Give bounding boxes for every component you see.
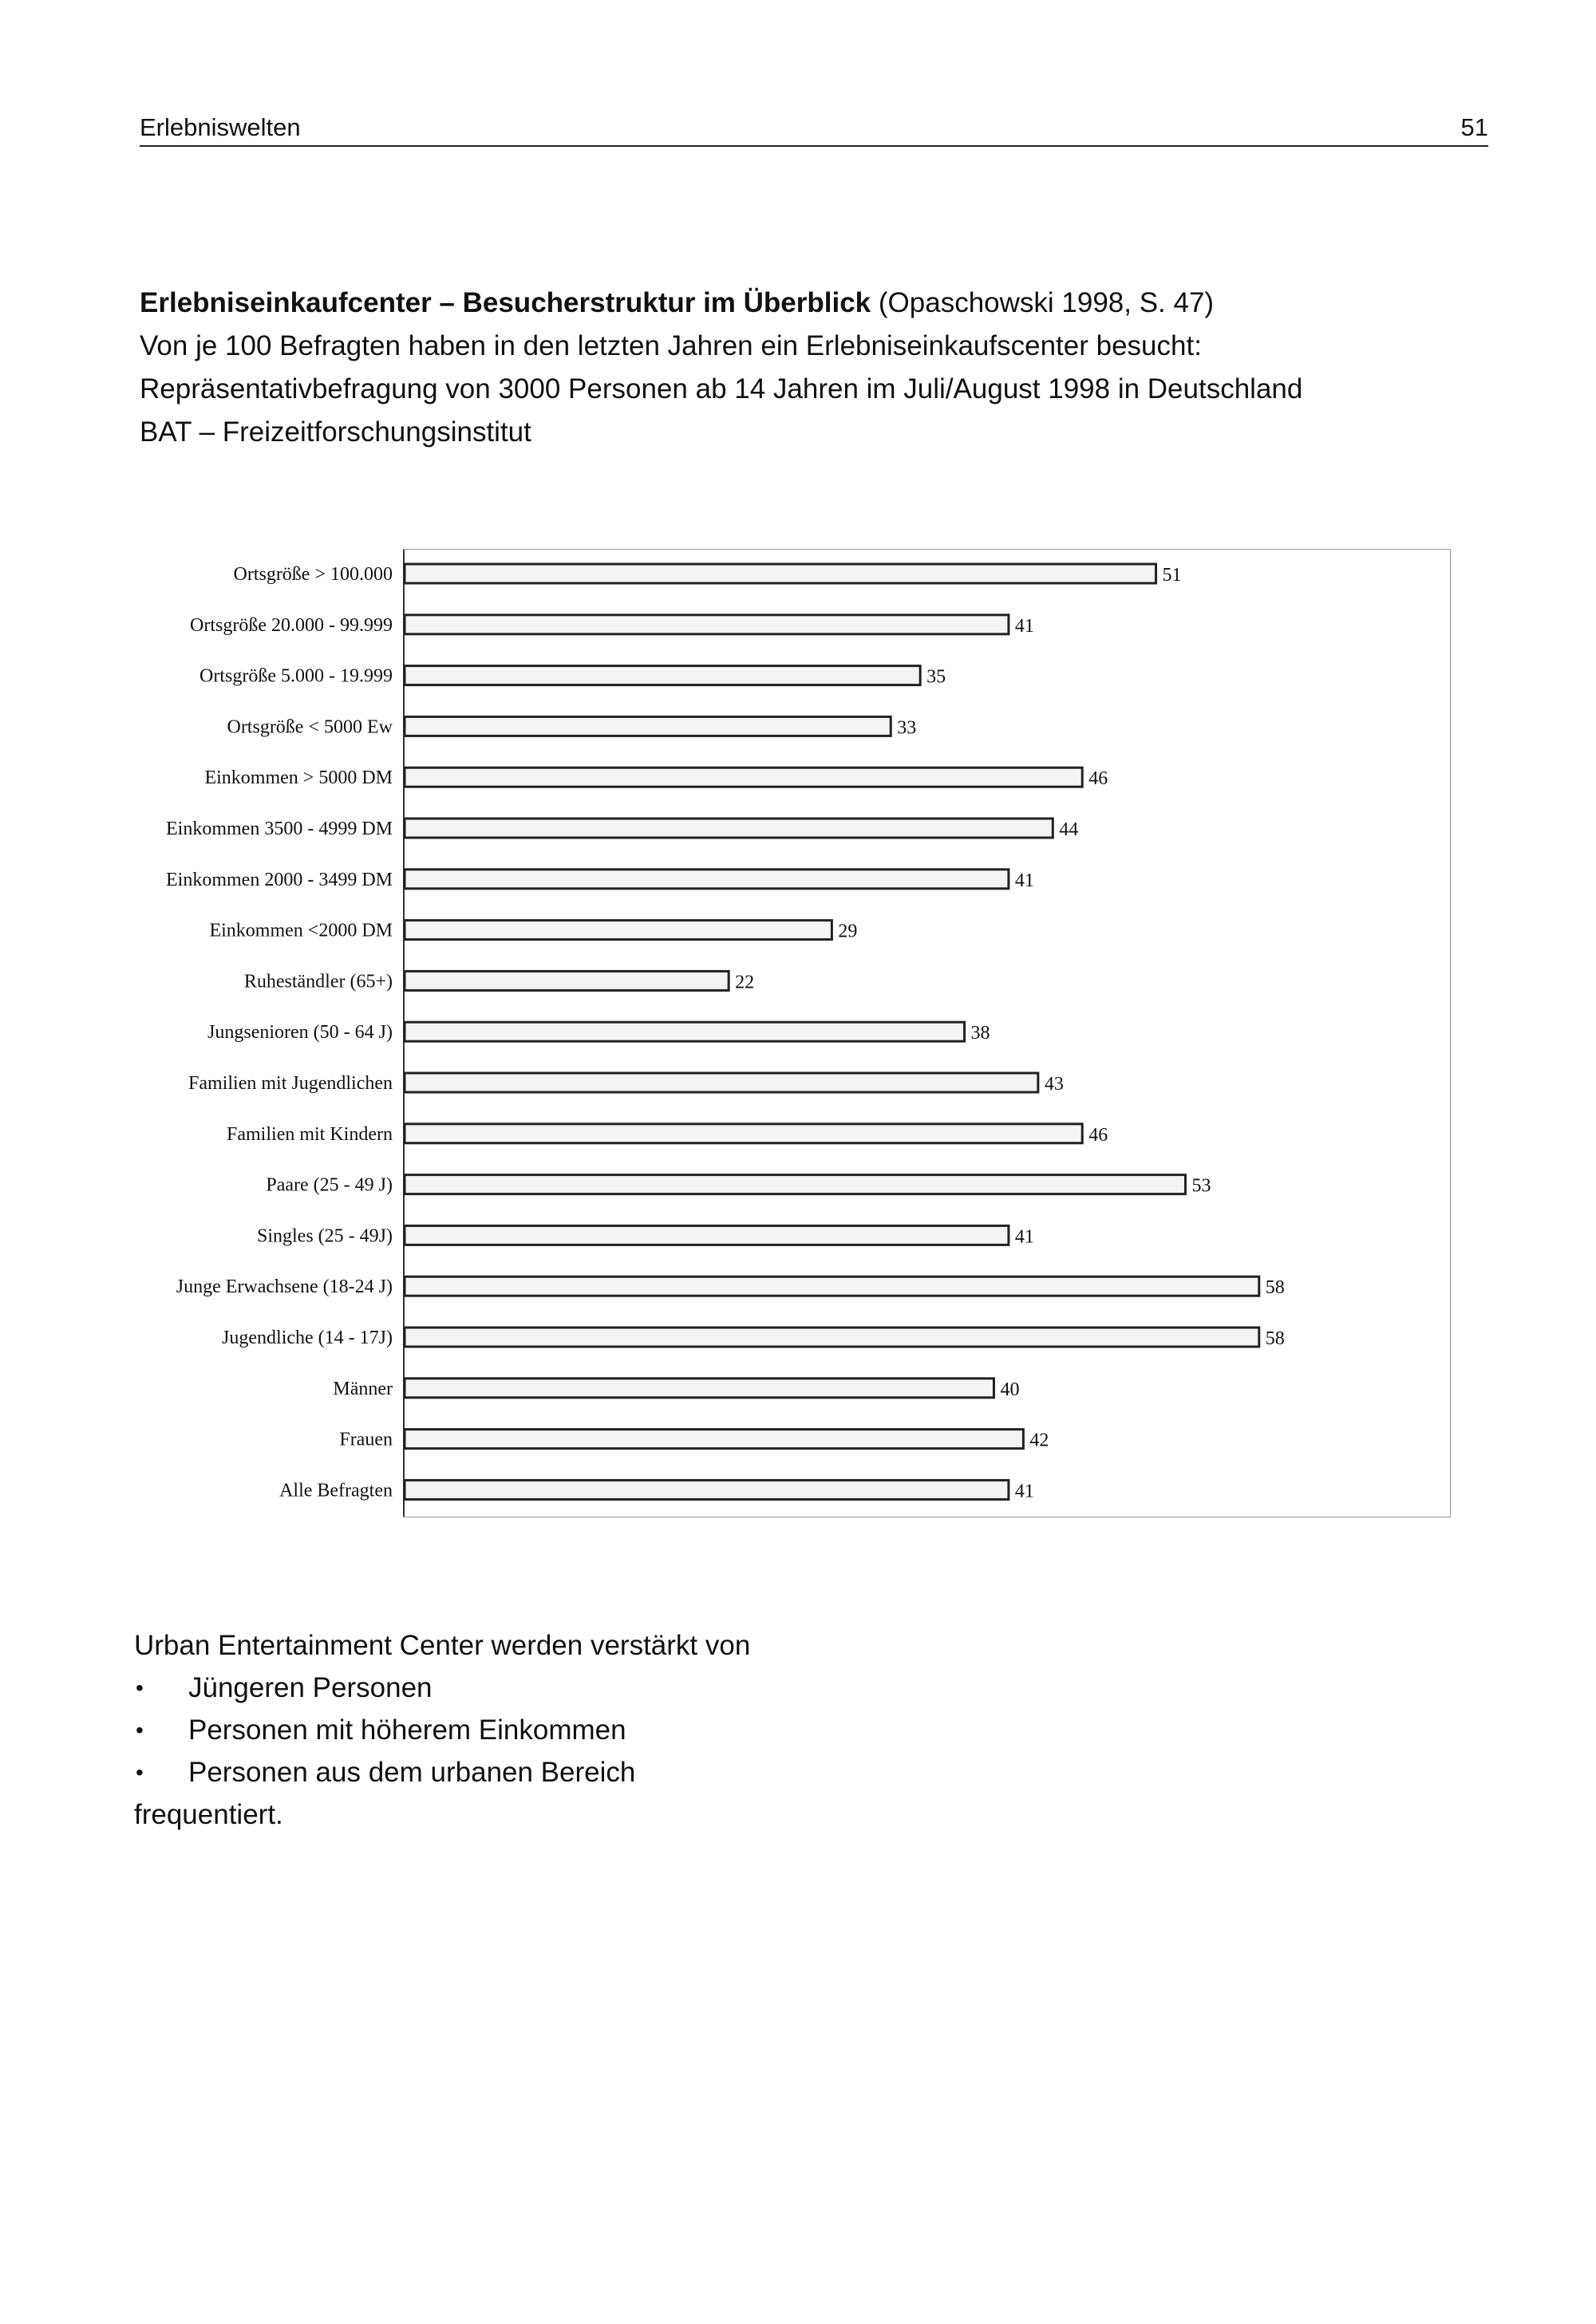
page-number: 51 (1460, 113, 1488, 141)
category-label: Paare (25 - 49 J) (266, 1174, 393, 1196)
bullet-icon: • (136, 1675, 144, 1700)
bar (405, 870, 1009, 889)
conclusion-list (134, 1667, 750, 1793)
category-label: Einkommen 2000 - 3499 DM (166, 869, 393, 890)
bar (405, 1430, 1023, 1449)
running-header-title: Erlebniswelten (140, 113, 301, 141)
value-label: 43 (1044, 1074, 1064, 1095)
value-label: 41 (1014, 870, 1034, 891)
value-label: 42 (1029, 1430, 1049, 1451)
conclusion-block (134, 1624, 750, 1836)
category-label: Ruheständler (65+) (243, 971, 393, 992)
conclusion-outro: frequentiert. (134, 1799, 283, 1830)
category-label: Alle Befragten (279, 1480, 393, 1501)
value-label: 46 (1088, 768, 1108, 790)
bar (405, 921, 832, 940)
value-label: 29 (838, 921, 858, 942)
bar (405, 1379, 994, 1398)
category-label: Jungsenioren (50 - 64 J) (207, 1022, 393, 1044)
category-label: Junge Erwachsene (18-24 J) (176, 1276, 393, 1298)
intro-heading: Erlebniseinkaufcenter – Besucherstruktur im Überblick (140, 287, 871, 318)
value-label: 53 (1191, 1175, 1211, 1197)
conclusion-item-text: Personen mit höherem Einkommen (188, 1714, 626, 1746)
conclusion-item-text: Personen aus dem urbanen Bereich (188, 1757, 636, 1788)
category-label: Ortsgröße 20.000 - 99.999 (190, 614, 393, 636)
value-label: 41 (1014, 615, 1034, 637)
chart-frame (403, 549, 1451, 1517)
bullet-icon: • (136, 1760, 144, 1785)
intro-line-2: Von je 100 Befragten haben in den letzten Jahren ein Erlebniseinkaufscenter besucht: (140, 330, 1202, 361)
bar (405, 1022, 965, 1041)
category-label: Einkommen 3500 - 4999 DM (166, 819, 393, 839)
intro-heading-line (140, 282, 1496, 325)
bar (405, 1175, 1185, 1194)
conclusion-item (134, 1751, 750, 1793)
bar (405, 1276, 1259, 1296)
category-label: Ortsgröße > 100.000 (233, 564, 393, 585)
category-label: Frauen (339, 1429, 393, 1450)
bar (405, 819, 1053, 838)
value-label: 41 (1014, 1481, 1034, 1502)
value-label: 22 (735, 972, 755, 993)
bar (405, 716, 891, 736)
bar (405, 1225, 1009, 1245)
bar (405, 1073, 1038, 1092)
conclusion-intro: Urban Entertainment Center werden verstärkt von (134, 1630, 751, 1661)
category-label: Ortsgröße < 5000 Ew (227, 716, 393, 738)
value-label: 33 (897, 717, 917, 739)
category-label: Familien mit Kindern (227, 1123, 393, 1145)
category-labels (136, 549, 399, 1516)
value-label: 44 (1059, 819, 1079, 840)
value-label: 41 (1014, 1226, 1034, 1248)
value-label: 35 (926, 666, 946, 688)
intro-line-4: BAT – Freizeitforschungsinstitut (140, 416, 531, 448)
category-label: Jugendliche (14 - 17J) (222, 1328, 393, 1348)
intro-line-3: Repräsentativbefragung von 3000 Personen ab 14 Jahren im Juli/August 1998 in Deutschland (140, 373, 1303, 404)
bar (405, 767, 1082, 787)
bar (405, 615, 1009, 634)
intro-source: (Opaschowski 1998, S. 47) (871, 287, 1215, 318)
value-label: 46 (1088, 1124, 1108, 1146)
conclusion-item (134, 1667, 750, 1709)
value-label: 38 (970, 1023, 990, 1044)
page-header (140, 110, 1488, 147)
category-label: Singles (25 - 49J) (257, 1225, 393, 1247)
category-label: Männer (333, 1378, 393, 1399)
bar (405, 1480, 1009, 1499)
value-label: 58 (1265, 1328, 1285, 1349)
conclusion-item-text: Jüngeren Personen (188, 1672, 433, 1703)
intro-block (140, 282, 1496, 454)
conclusion-item (134, 1709, 750, 1751)
value-label: 40 (1000, 1379, 1020, 1400)
bar (405, 666, 920, 685)
value-label: 51 (1162, 565, 1182, 586)
bar-chart (403, 550, 1450, 1517)
bullet-icon: • (136, 1718, 144, 1742)
bar (405, 971, 729, 990)
bar (405, 1328, 1259, 1347)
bar (405, 1124, 1082, 1143)
category-label: Einkommen <2000 DM (209, 920, 393, 941)
category-label: Ortsgröße 5.000 - 19.999 (200, 665, 393, 687)
value-label: 58 (1265, 1277, 1285, 1299)
category-label: Familien mit Jugendlichen (188, 1073, 393, 1094)
bar (405, 564, 1156, 583)
category-label: Einkommen > 5000 DM (204, 767, 393, 789)
